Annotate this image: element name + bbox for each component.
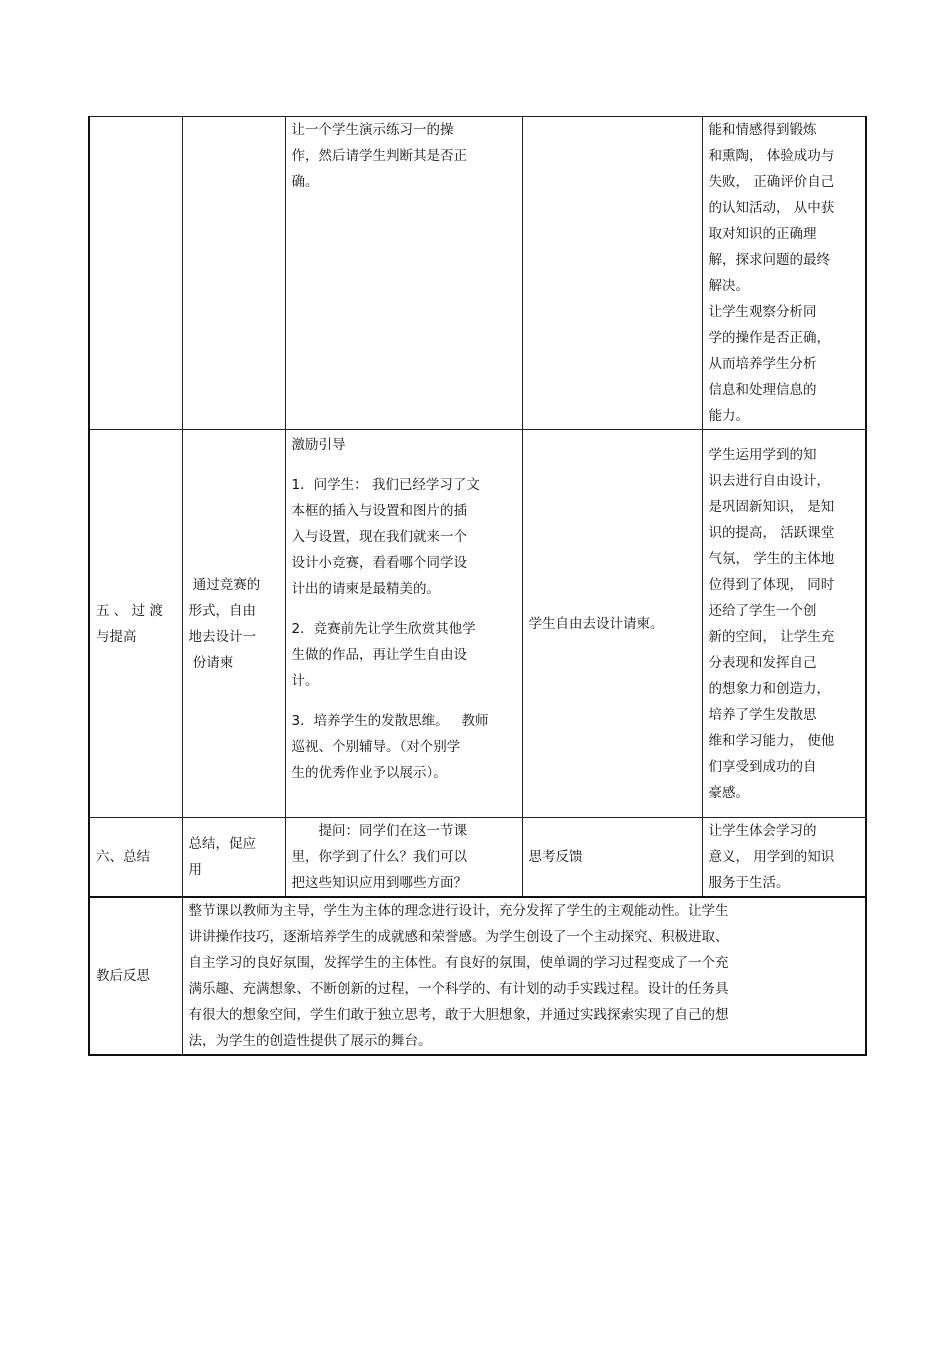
teacher-step-2: 2．竞赛前先让学生欣赏其他学 生做的作品，再让学生自由设 计。 [291,621,476,689]
design-intent-cell: 能和情感得到锻炼 和熏陶， 体验成功与 失败， 正确评价自己 的认知活动， 从中获 取对知识的正确理 解，探求问题的最终 解决。 让学生观察分析同 学的操作是否正确， 从而培养学生分析 信息和处理信息的 能力。 [702,117,866,430]
table-row-practice [89,117,866,430]
goal-cell [182,117,285,430]
student-activity-cell [522,117,702,430]
stage-cell: 五 、 过 渡 与提高 [89,430,182,818]
teacher-activity-cell: 让一个学生演示练习一的操 作，然后请学生判断其是否正 确。 [285,117,522,430]
teacher-step-1: 1．问学生： 我们已经学习了文 本框的插入与设置和图片的插 入与设置，现在我们就来一个 设计小竞赛，看看哪个同学设 计出的请柬是最精美的。 [291,477,480,597]
teacher-activity-cell: 提问：同学们在这一节课 里，你学到了什么？我们可以 把这些知识应用到哪些方面？ [285,818,522,898]
teacher-heading: 激励引导 [291,437,346,453]
stage-cell: 六、总结 [89,818,182,898]
table-row-stage-six [89,818,866,898]
stage-cell [89,117,182,430]
goal-cell: 总结，促应 用 [182,818,285,898]
teacher-step-3: 3．培养学生的发散思维。 教师 巡视、个别辅导。（对个别学 生的优秀作业予以展示）。 [291,713,489,781]
student-activity-cell: 思考反馈 [522,818,702,898]
goal-cell: 通过竞赛的 形式，自由 地去设计一 份请柬 [182,430,285,818]
table-row-reflection [89,897,866,1055]
table-row-stage-five [89,430,866,818]
reflection-text-cell: 整节课以教师为主导，学生为主体的理念进行设计，充分发挥了学生的主观能动性。让学生 讲讲操作技巧，逐渐培养学生的成就感和荣誉感。为学生创设了一个主动探究、积极进取、 自主学习的良好氛围，发挥学生的主体性。有良好的氛围，使单调的学习过程变成了一个充 满乐趣、充满想象、不断创新的过程，一个科学的、有计划的动手实践过程。设计的任务具 有很大的想象空间，学生们敢于独立思考，敢于大胆想象，并通过实践探索实现了自己的想 法，为学生的创造性提供了展示的舞台。 [182,897,866,1055]
design-intent-cell: 让学生体会学习的 意义， 用学到的知识 服务于生活。 [702,818,866,898]
lesson-plan-table [88,116,867,1056]
student-activity-cell: 学生自由去设计请柬。 [522,430,702,818]
reflection-label-cell: 教后反思 [89,897,182,1055]
teacher-activity-cell [285,430,522,818]
design-intent-cell: 学生运用学到的知 识去进行自由设计， 是巩固新知识， 是知 识的提高， 活跃课堂 气氛， 学生的主体地 位得到了体现， 同时 还给了学生一个创 新的空间， 让学生充 分表现和发挥自己 的想象力和创造力， 培养了学生发散思 维和学习能力， 使他 们享受到成功的自 豪感。 [702,430,866,818]
